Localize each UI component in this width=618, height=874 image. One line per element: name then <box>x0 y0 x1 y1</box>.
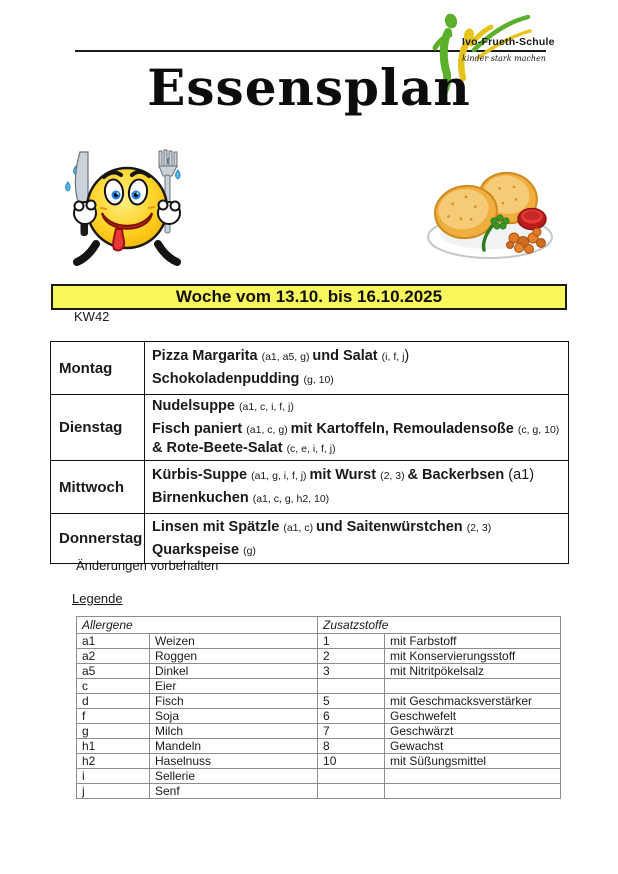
legend-cell: j <box>77 784 150 799</box>
meal-text-segment: Linsen mit Spätzle <box>152 518 284 535</box>
school-tagline: kinder stark machen <box>462 54 546 63</box>
legend-cell: Geschwärzt <box>385 724 561 739</box>
meal-text-segment: Schokoladenpudding <box>152 371 304 387</box>
meal-text-segment: (g) <box>243 544 256 557</box>
legend-cell: 1 <box>318 634 385 649</box>
meal-text-segment: (a1, a5, g) <box>261 351 313 363</box>
legend-cell: 10 <box>318 754 385 769</box>
legend-header-allergene: Allergene <box>77 617 318 634</box>
meal-text-segment: (a1, c, i, f, j) <box>239 401 294 413</box>
legend-table-body <box>77 617 561 799</box>
legend-cell: Fisch <box>150 694 318 709</box>
legend-cell: mit Geschmacksverstärker <box>385 694 561 709</box>
meal-text-segment: (a1) <box>508 467 535 483</box>
meal-text-segment: Kürbis-Suppe <box>152 467 252 483</box>
legend-cell: Milch <box>150 724 318 739</box>
page-title: Essensplan <box>147 58 471 117</box>
legend-cell: 6 <box>318 709 385 724</box>
menu-meal-cell <box>145 342 569 395</box>
legend-cell: h1 <box>77 739 150 754</box>
meal-text-segment: und Saitenwürstchen <box>316 518 467 535</box>
menu-row <box>51 461 569 514</box>
week-banner-text: Woche vom 13.10. bis 16.10.2025 <box>175 287 443 306</box>
meal-text-segment: ) <box>404 348 410 364</box>
legend-row <box>77 769 561 784</box>
meal-text-segment: Birnenkuchen <box>152 490 253 506</box>
legend-cell: g <box>77 724 150 739</box>
legend-header-row <box>77 617 561 634</box>
legend-cell: 8 <box>318 739 385 754</box>
legend-cell: Mandeln <box>150 739 318 754</box>
legend-cell: h2 <box>77 754 150 769</box>
meal-text-segment: (c, g, 10) <box>517 424 560 436</box>
food-plate-icon <box>422 164 558 262</box>
legend-cell: mit Süßungsmittel <box>385 754 561 769</box>
meal-text-segment: & Rote-Beete-Salat <box>152 440 287 456</box>
menu-meal-cell <box>145 395 569 461</box>
meal-text-segment: mit Wurst <box>309 467 381 483</box>
menu-day-label: Donnerstag <box>51 514 145 564</box>
menu-table <box>50 341 569 564</box>
meal-line <box>152 541 564 560</box>
meal-text-segment: Quarkspeise <box>152 541 244 558</box>
calendar-week-label: KW42 <box>74 309 110 324</box>
meal-line <box>152 466 564 485</box>
meal-text-segment: Pizza Margarita <box>152 348 262 364</box>
legend-cell: Eier <box>150 679 318 694</box>
legend-cell <box>385 769 561 784</box>
legend-cell: 2 <box>318 649 385 664</box>
legend-heading: Legende <box>72 591 123 606</box>
meal-text-segment: (2, 3) <box>466 521 492 534</box>
legend-cell: Senf <box>150 784 318 799</box>
meal-text-segment: (a1, c, g, h2, 10) <box>252 493 330 505</box>
meal-text-segment: Nudelsuppe <box>152 398 240 414</box>
menu-day-label: Mittwoch <box>51 461 145 514</box>
legend-row <box>77 664 561 679</box>
menu-row <box>51 514 569 564</box>
meal-text-segment: (2, 3) <box>380 470 408 482</box>
legend-cell <box>385 784 561 799</box>
meal-text-segment: mit Kartoffeln, Remouladensoße <box>290 421 518 437</box>
meal-line <box>152 420 564 458</box>
meal-text-segment: (a1, c, g) <box>246 424 291 436</box>
meal-line <box>152 397 564 416</box>
week-banner <box>51 284 567 310</box>
legend-cell: a1 <box>77 634 150 649</box>
legend-cell: i <box>77 769 150 784</box>
hungry-smiley-icon <box>64 146 190 268</box>
legend-cell: 3 <box>318 664 385 679</box>
legend-table <box>76 616 561 799</box>
legend-row <box>77 649 561 664</box>
menu-table-body <box>51 342 569 564</box>
menu-row <box>51 395 569 461</box>
changes-note: Änderungen vorbehalten <box>76 558 219 573</box>
meal-text-segment: (a1, g, i, f, j) <box>251 470 310 482</box>
menu-day-label: Dienstag <box>51 395 145 461</box>
legend-cell: f <box>77 709 150 724</box>
legend-cell: Soja <box>150 709 318 724</box>
legend-row <box>77 724 561 739</box>
legend-cell: a5 <box>77 664 150 679</box>
meal-text-segment: (i, f, j <box>381 351 405 363</box>
meal-text-segment: (c, e, i, f, j) <box>286 443 336 455</box>
meal-text-segment: Fisch paniert <box>152 421 247 437</box>
menu-row <box>51 342 569 395</box>
meal-line <box>152 518 564 537</box>
legend-cell: Dinkel <box>150 664 318 679</box>
legend-cell: Haselnuss <box>150 754 318 769</box>
legend-cell <box>318 784 385 799</box>
meal-text-segment: & Backerbsen <box>407 467 509 483</box>
menu-meal-cell <box>145 514 569 564</box>
meal-line <box>152 370 564 389</box>
legend-row <box>77 634 561 649</box>
legend-cell <box>318 679 385 694</box>
legend-cell <box>318 769 385 784</box>
meal-text-segment: und Salat <box>312 348 382 364</box>
menu-meal-cell <box>145 461 569 514</box>
legend-row <box>77 754 561 769</box>
legend-row <box>77 679 561 694</box>
legend-cell: d <box>77 694 150 709</box>
legend-cell: c <box>77 679 150 694</box>
legend-cell: a2 <box>77 649 150 664</box>
school-name: Ivo-Frueth-Schule <box>462 36 555 48</box>
legend-row <box>77 739 561 754</box>
legend-cell: mit Farbstoff <box>385 634 561 649</box>
legend-header-zusatzstoffe: Zusatzstoffe <box>318 617 561 634</box>
legend-cell: Geschwefelt <box>385 709 561 724</box>
legend-cell: Roggen <box>150 649 318 664</box>
legend-cell <box>385 679 561 694</box>
menu-day-label: Montag <box>51 342 145 395</box>
legend-row <box>77 709 561 724</box>
legend-cell: Weizen <box>150 634 318 649</box>
legend-cell: Gewachst <box>385 739 561 754</box>
legend-cell: Sellerie <box>150 769 318 784</box>
legend-cell: 7 <box>318 724 385 739</box>
legend-row <box>77 784 561 799</box>
meal-line <box>152 347 564 366</box>
meal-text-segment: (g, 10) <box>303 374 334 386</box>
legend-cell: mit Konservierungsstoff <box>385 649 561 664</box>
legend-row <box>77 694 561 709</box>
meal-text-segment: (a1, c) <box>283 521 317 534</box>
legend-cell: mit Nitritpökelsalz <box>385 664 561 679</box>
legend-cell: 5 <box>318 694 385 709</box>
meal-line <box>152 489 564 508</box>
